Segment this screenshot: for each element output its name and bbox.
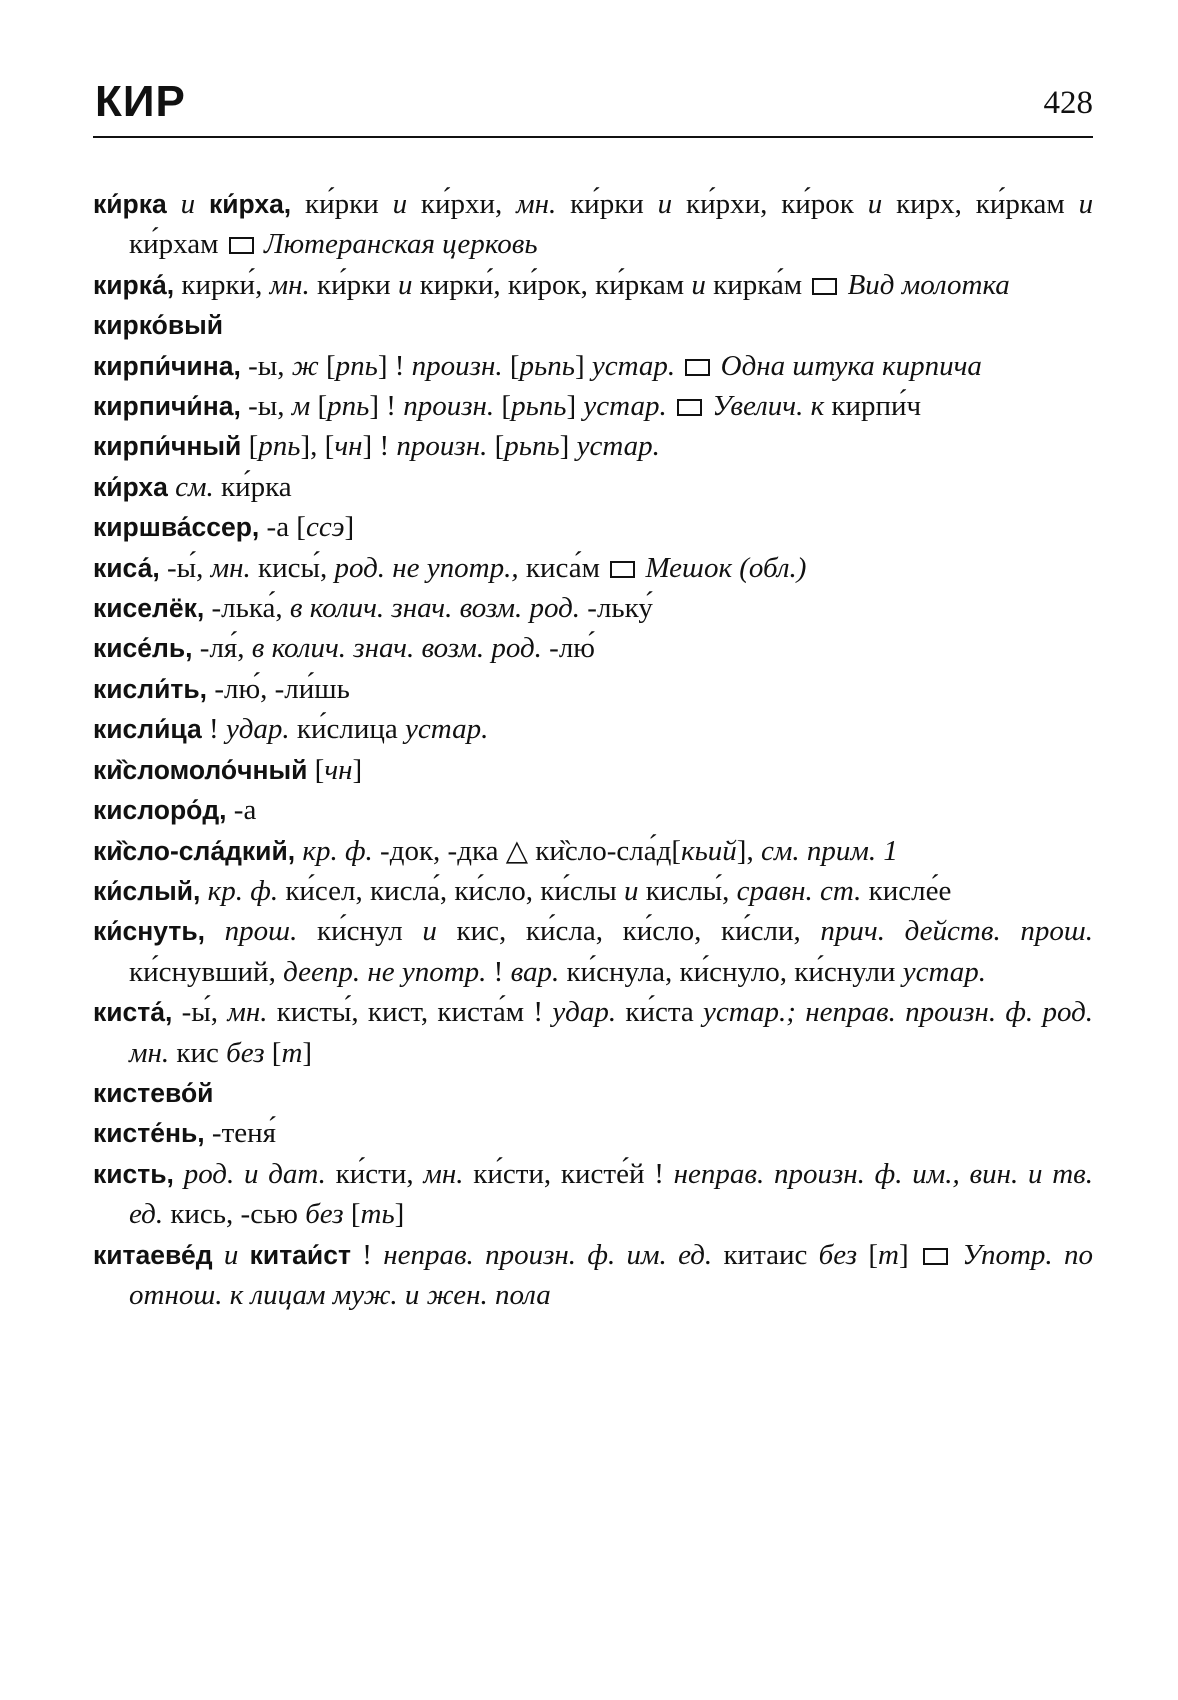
grammatical-note: Употр. по отнош. к лицам муж. и жен. пола (129, 1238, 1093, 1311)
entry-text (257, 228, 264, 260)
grammatical-note: и (392, 188, 408, 220)
entry-text: кислы́, (638, 874, 737, 907)
entry-text: ] (352, 753, 363, 786)
entry-text: ] (344, 511, 355, 544)
entry-text: кись, -сью (163, 1198, 306, 1231)
entry-text: ки́рхи, ки́рок (672, 188, 868, 220)
headword: киселёк, (93, 593, 205, 624)
square-box-icon (923, 1248, 948, 1265)
entry-text: ки́рки (309, 268, 398, 301)
entry-text: ], [ (300, 430, 335, 463)
entry-text: [ (487, 430, 505, 463)
headword: кирко́вый (93, 310, 224, 341)
entry-text (238, 1239, 249, 1271)
grammatical-note: мн. (210, 551, 251, 584)
grammatical-note: устар. (591, 349, 676, 382)
square-box-icon (229, 237, 254, 254)
headword: ки́рха (93, 471, 168, 502)
entry-kislo-sladkij (93, 831, 1093, 871)
grammatical-note: кр. ф. (207, 874, 279, 907)
square-box-icon (610, 561, 635, 578)
grammatical-note: без (818, 1238, 858, 1271)
grammatical-note: кр. ф. (302, 834, 373, 867)
grammatical-note: Увелич. к (712, 390, 825, 423)
entry-text: ки́слица (289, 713, 406, 746)
square-box-icon (812, 278, 837, 295)
grammatical-note: неправ. произн. ф. им., вин. и тв. ед. (129, 1157, 1093, 1231)
grammatical-note: и (657, 188, 673, 220)
entry-text: ] (574, 349, 592, 382)
entry-text: ки́снувший, (129, 955, 284, 988)
entry-text: -ы, (240, 390, 292, 423)
grammatical-note: устар. (583, 390, 667, 423)
headword: кирпичи́на, (93, 391, 241, 422)
grammatical-note: ссэ (305, 511, 345, 544)
entry-text: ! (486, 955, 511, 988)
entry-text: -теня́ (204, 1117, 276, 1150)
grammatical-note: и (691, 268, 706, 301)
entry-kisten (93, 1113, 1093, 1153)
entry-text (951, 1239, 962, 1271)
entry-text: [ (310, 390, 328, 423)
headword: ки́снуть, (93, 916, 205, 947)
entry-kislica (93, 709, 1093, 749)
entry-text (667, 390, 674, 422)
grammatical-note: рьпь (511, 390, 567, 423)
headword: ки̏сло-сла́дкий, (93, 835, 296, 866)
entry-text: кис (169, 1036, 227, 1069)
headword: кисть, (93, 1158, 174, 1189)
headword: кирпи́чина, (93, 350, 241, 381)
entry-text: кисле́е (861, 874, 952, 907)
entry-text: ] (302, 1036, 313, 1069)
grammatical-note: мн. (423, 1157, 464, 1190)
entry-text: -ы́, (172, 996, 228, 1029)
entry-kistevoj (93, 1073, 1093, 1113)
running-head (93, 78, 1093, 138)
grammatical-note: рпь (335, 349, 378, 382)
grammatical-note: Одна штука кирпича (720, 349, 982, 382)
entry-text: ] (898, 1238, 920, 1271)
grammatical-note: неправ. произн. ф. род. мн. (129, 996, 1093, 1069)
entry-kislorod (93, 790, 1093, 830)
entry-text: -лю́, -ли́шь (207, 672, 350, 705)
headword: кисе́ль, (93, 633, 193, 664)
entry-text (167, 188, 181, 220)
entry-text: -лю́ (541, 632, 595, 665)
entry-text (195, 188, 209, 220)
grammatical-note: чн (334, 430, 363, 463)
grammatical-note: чн (324, 753, 353, 786)
grammatical-note: т (878, 1238, 899, 1271)
entry-text: кирки́, ки́рок, ки́ркам (412, 268, 692, 301)
headword: кисли́ть, (93, 673, 208, 704)
entry-text: кисы́, (250, 551, 335, 584)
entry-text: [ (318, 349, 336, 382)
headword: кислоро́д, (93, 795, 227, 826)
grammatical-note: мн. (516, 188, 557, 220)
entry-text: ки́сти, (325, 1157, 424, 1190)
headword: китаи́ст (249, 1239, 351, 1270)
grammatical-note: род. не употр., (334, 551, 519, 584)
grammatical-note: мн. (227, 996, 268, 1029)
grammatical-note: сравн. ст. (736, 874, 862, 907)
grammatical-note: Вид молотка (847, 268, 1010, 301)
grammatical-note: и (180, 188, 196, 220)
headword: кирпи́чный (93, 431, 242, 462)
entry-kirkha (93, 467, 1093, 507)
grammatical-note: рпь (327, 390, 370, 423)
grammatical-note: произн. (411, 349, 503, 382)
grammatical-note: прич. действ. прош. (820, 915, 1094, 948)
headword: кистево́й (93, 1077, 214, 1108)
entry-kirka-tool (93, 265, 1093, 305)
entry-text: ] (559, 430, 577, 463)
grammatical-note: в колич. знач. возм. род. (251, 632, 542, 665)
entry-text: кирпи́ч (824, 390, 922, 423)
dictionary-entries (93, 184, 1093, 1315)
grammatical-note: кьий (681, 834, 737, 867)
grammatical-note: рьпь (504, 430, 560, 463)
headword: кисли́ца (93, 714, 202, 745)
grammatical-note: рьпь (519, 349, 575, 382)
grammatical-note: Мешок (обл.) (645, 551, 807, 584)
entry-text: [ (857, 1238, 879, 1271)
grammatical-note: прош. (224, 915, 298, 948)
grammatical-note: род. и дат. (183, 1157, 326, 1190)
grammatical-note: ть (360, 1198, 395, 1231)
entry-text: кирка́м (705, 268, 810, 301)
entry-text: ] ! (362, 430, 397, 463)
entry-text: ки́рки (556, 188, 658, 220)
grammatical-note: и (867, 188, 883, 220)
entry-text: ки́рхи, (407, 188, 517, 220)
entry-text: ки́снул (297, 915, 423, 948)
square-box-icon (677, 399, 702, 416)
entry-text: кирх, ки́ркам (882, 188, 1079, 220)
entry-text: -а [ (259, 511, 306, 544)
entry-kirpichnyj (93, 426, 1093, 466)
entry-text: -док, -дка △ ки̏сло-сла́д[ (372, 834, 682, 867)
headword: ки́слый, (93, 875, 201, 906)
entry-text: [ (241, 430, 259, 463)
headword: киста́, (93, 997, 173, 1028)
headword: ки́рха, (208, 189, 292, 219)
entry-kislit (93, 669, 1093, 709)
entry-text: ! (201, 713, 226, 746)
grammatical-note: произн. (396, 430, 488, 463)
grammatical-note: удар. (552, 996, 617, 1029)
grammatical-note: без (226, 1036, 265, 1069)
entry-text: [ (494, 390, 512, 423)
entry-text: ], (736, 834, 761, 867)
entry-text: -а (226, 794, 257, 827)
entry-text: [ (307, 753, 325, 786)
entry-text: ки́рхам (129, 228, 226, 261)
grammatical-note: неправ. произн. ф. им. ед. (383, 1238, 713, 1271)
grammatical-note: удар. (225, 713, 290, 746)
grammatical-note: рпь (258, 430, 301, 463)
entry-text: кирки́, (174, 268, 270, 301)
grammatical-note: вар. (510, 955, 560, 988)
entry-text (213, 1239, 224, 1271)
entry-text: [ (264, 1036, 282, 1069)
grammatical-note: в колич. знач. возм. род. (289, 592, 581, 625)
grammatical-note: и (397, 268, 413, 301)
grammatical-note: ж (291, 349, 319, 382)
grammatical-note: м (291, 390, 311, 423)
entry-text: китаис (712, 1238, 819, 1271)
headword: ки́рка (93, 189, 167, 219)
entry-text: -льку́ (580, 592, 653, 625)
entry-text: -ля́, (192, 632, 252, 665)
entry-text: ] ! (377, 349, 412, 382)
entry-text: -лька́, (204, 592, 290, 625)
headword: киршва́ссер, (93, 512, 260, 543)
entry-text (675, 350, 682, 382)
entry-kirkovyj (93, 305, 1093, 345)
entry-text: ! (350, 1238, 384, 1271)
grammatical-note: и (223, 1238, 239, 1271)
entry-text: ки́рки (291, 188, 393, 220)
grammatical-note: устар. (576, 430, 660, 463)
guide-word: КИР (95, 77, 186, 126)
page-number: 428 (1043, 85, 1093, 121)
entry-text: [ (343, 1198, 361, 1231)
entry-text (796, 996, 805, 1028)
grammatical-note: мн. (269, 268, 310, 301)
grammatical-note: Лютеранская церковь (263, 228, 538, 261)
entry-text: ки́сти, кисте́й ! (463, 1157, 674, 1190)
entry-text: -ы, (240, 349, 292, 382)
grammatical-note: и (422, 915, 437, 948)
entry-kislomolochnyj (93, 750, 1093, 790)
grammatical-note: произн. (403, 390, 495, 423)
entry-text: ки́снула, ки́снуло, ки́снули (559, 955, 903, 988)
grammatical-note: и (1078, 188, 1094, 220)
entry-kirshvasser (93, 507, 1093, 547)
entry-text: ки́ста (616, 996, 704, 1029)
grammatical-note: устар.; (703, 996, 796, 1029)
entry-text: ки́рка (213, 470, 292, 503)
entry-kista (93, 992, 1093, 1073)
grammatical-note: без (305, 1198, 344, 1231)
entry-kisel (93, 628, 1093, 668)
entry-text: кис, ки́сла, ки́сло, ки́сли, (436, 915, 821, 948)
entry-kisnut (93, 911, 1093, 992)
grammatical-note: см. (175, 470, 214, 503)
headword: киса́, (93, 552, 160, 583)
entry-kirpichina-f (93, 346, 1093, 386)
grammatical-note: деепр. не употр. (283, 955, 487, 988)
headword: кирка́, (93, 269, 175, 300)
entry-kirka-kirkha (93, 184, 1093, 265)
grammatical-note: устар. (902, 955, 986, 988)
entry-kist (93, 1154, 1093, 1235)
entry-text (840, 269, 847, 301)
entry-text: -ы́, (159, 551, 211, 584)
square-box-icon (685, 359, 710, 376)
entry-text: кисты́, кист, киста́м ! (267, 996, 553, 1029)
headword: кисте́нь, (93, 1118, 205, 1149)
entry-text (200, 875, 207, 907)
headword: китаеве́д (93, 1239, 213, 1270)
grammatical-note: устар. (405, 713, 489, 746)
entry-text: ] ! (369, 390, 404, 423)
entry-text (205, 915, 225, 947)
entry-text (174, 1158, 184, 1190)
entry-text: ] (566, 390, 584, 423)
grammatical-note: т (281, 1036, 303, 1069)
grammatical-note: см. прим. 1 (760, 834, 898, 867)
headword: ки̏сломоло́чный (93, 754, 308, 785)
entry-kislyj (93, 871, 1093, 911)
dictionary-page (93, 78, 1093, 1315)
entry-text: киса́м (518, 551, 608, 584)
entry-text (713, 350, 720, 382)
entry-kirpichina-m (93, 386, 1093, 426)
entry-text: [ (502, 349, 520, 382)
grammatical-note: и (623, 874, 639, 907)
entry-text: ] (394, 1198, 405, 1231)
entry-kisa (93, 548, 1093, 588)
entry-kitaeved (93, 1235, 1093, 1316)
entry-text: ки́сел, кисла́, ки́сло, ки́слы (278, 874, 624, 907)
entry-kiselyok (93, 588, 1093, 628)
